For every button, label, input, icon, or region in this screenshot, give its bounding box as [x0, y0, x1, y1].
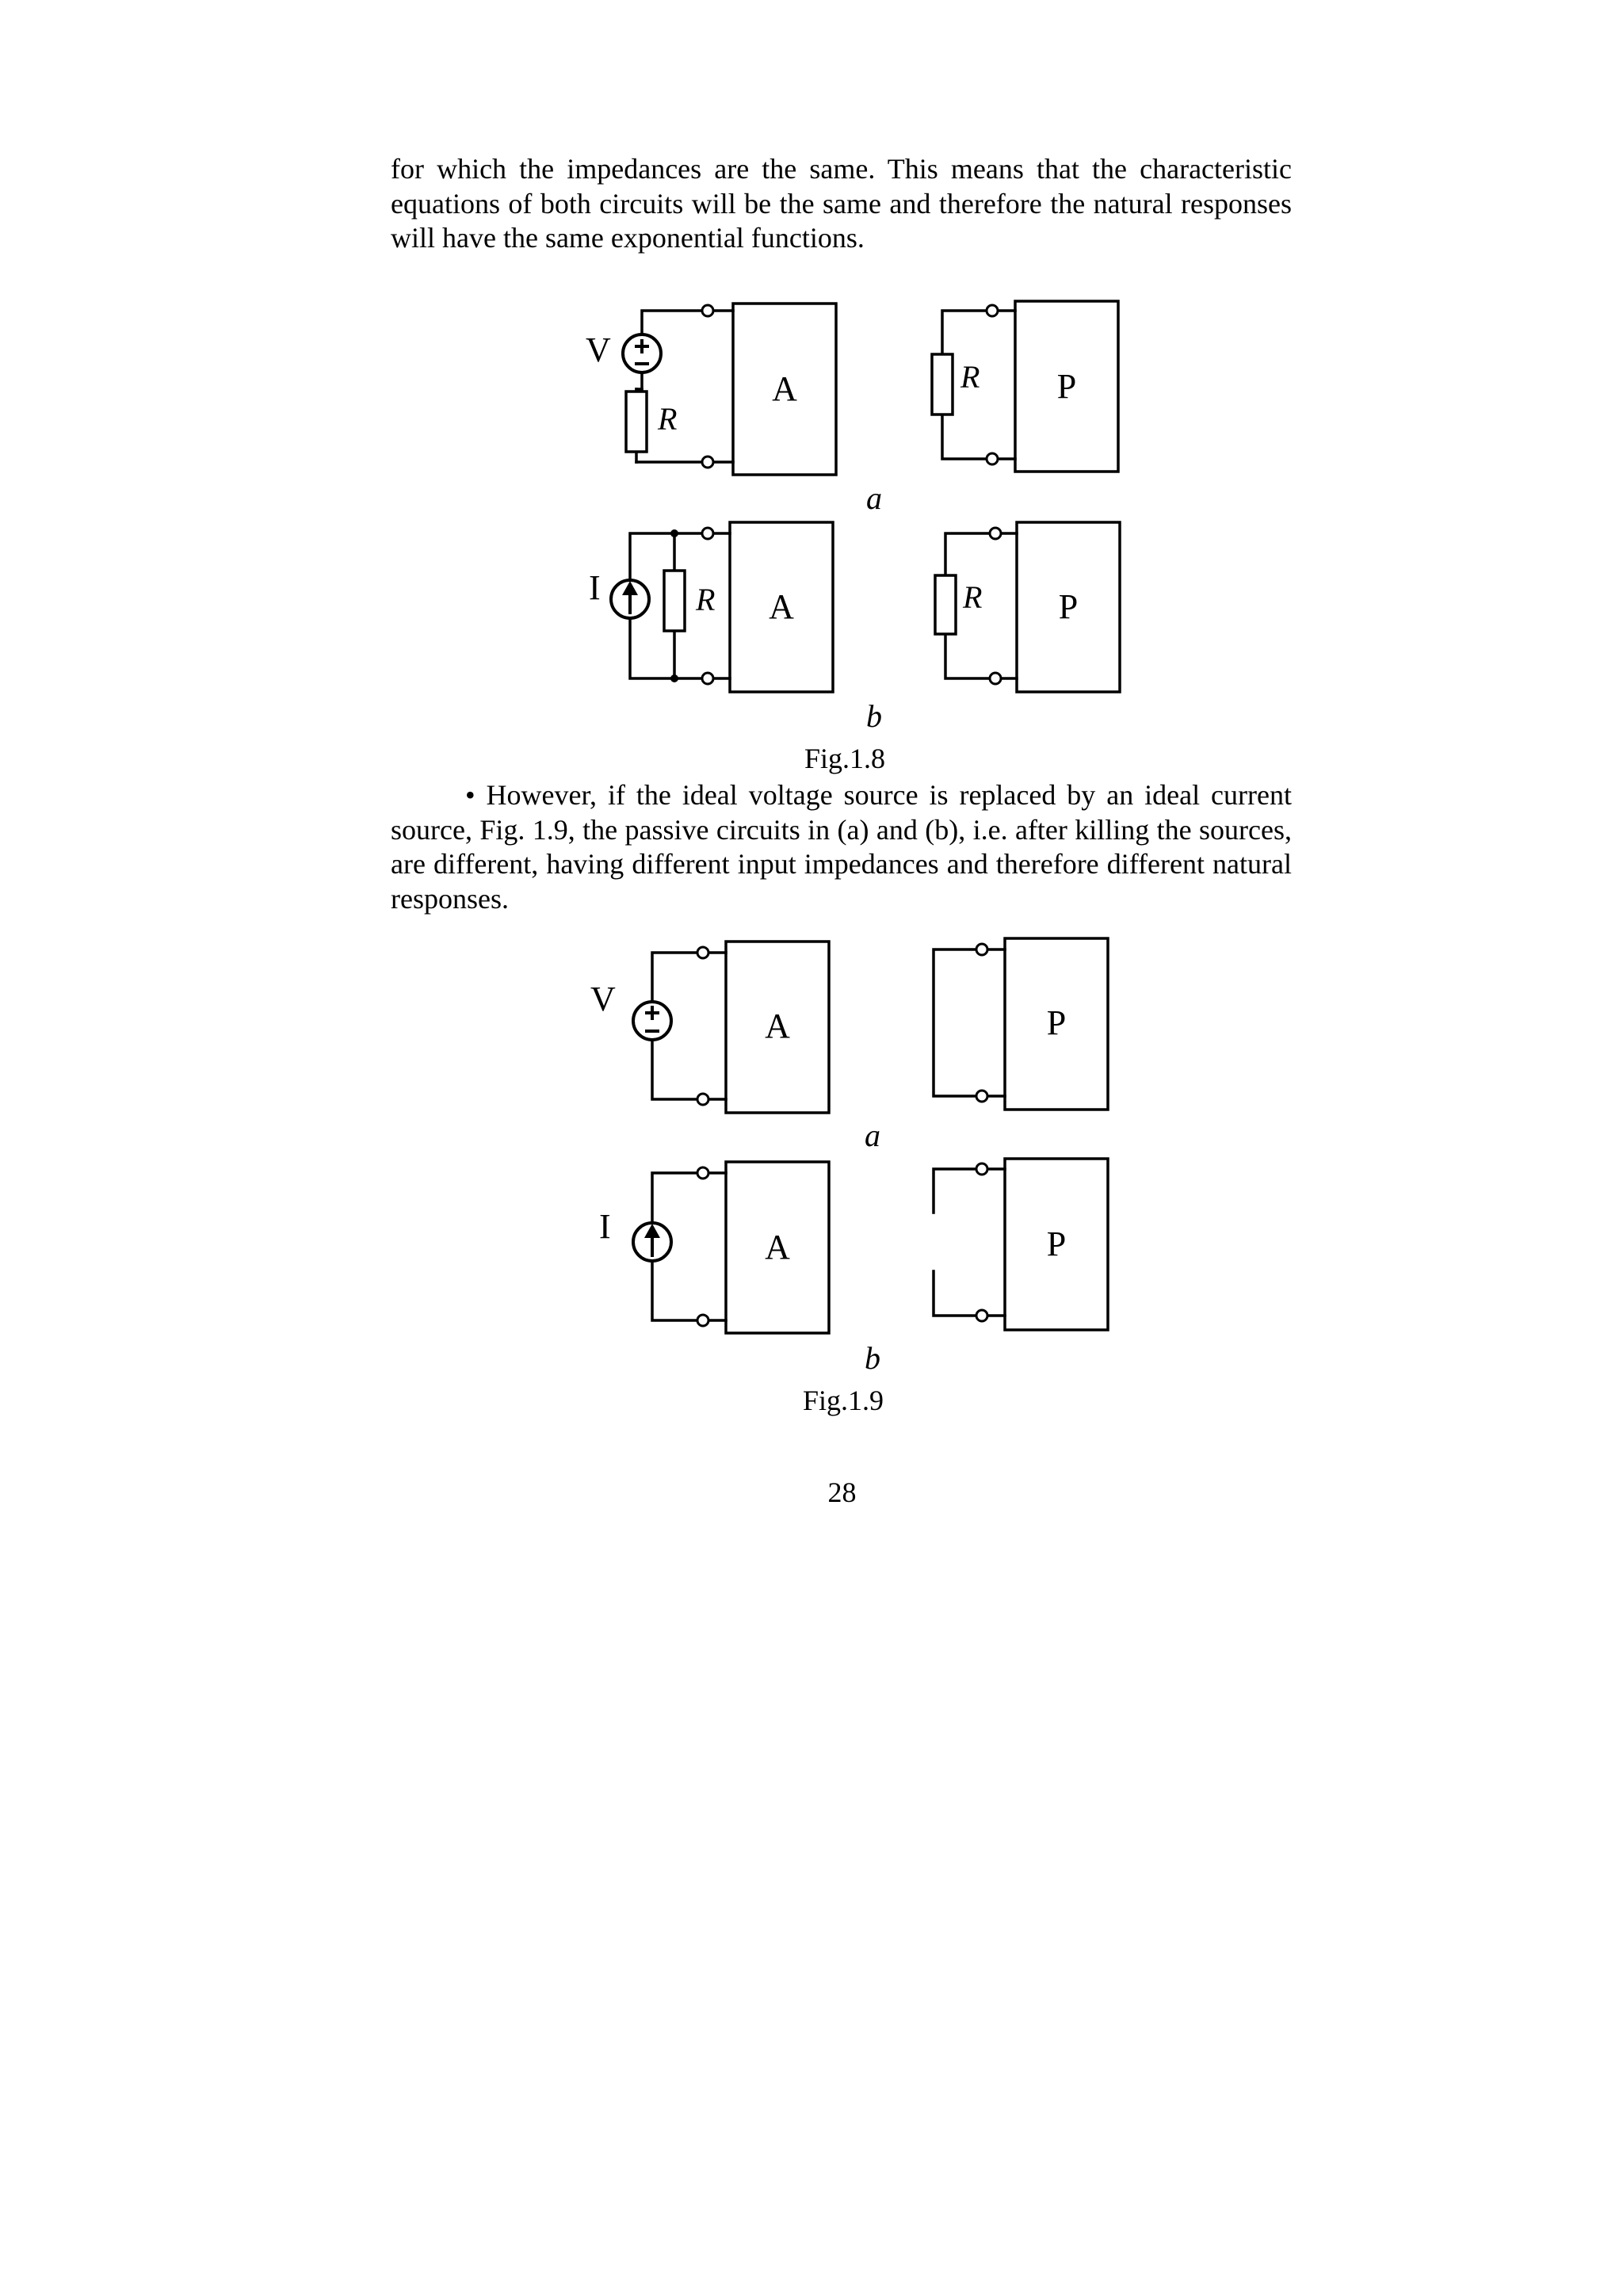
fig18a-active-circuit — [586, 304, 836, 475]
figure-caption: Fig.1.9 — [802, 1385, 884, 1416]
passive-network-label: P — [1046, 1224, 1067, 1263]
terminal-icon — [697, 947, 708, 958]
terminal-icon — [976, 1091, 987, 1102]
wire — [934, 1169, 977, 1213]
wire — [652, 1040, 698, 1099]
current-source-label: I — [589, 568, 601, 607]
wire — [934, 949, 977, 1096]
subfigure-label-b: b — [865, 1340, 880, 1376]
wire — [652, 1261, 698, 1320]
resistor-icon — [626, 392, 647, 452]
terminal-icon — [697, 1315, 708, 1326]
terminal-icon — [976, 1310, 987, 1321]
terminal-icon — [990, 673, 1001, 684]
passive-network-label: P — [1056, 367, 1077, 406]
fig19a-passive-circuit — [934, 938, 1108, 1110]
active-network-label: A — [772, 369, 797, 408]
active-network-label: A — [765, 1228, 790, 1266]
terminal-icon — [702, 305, 713, 316]
paragraph-intro: for which the impedances are the same. This means that the characteristic equations of both circuits will be the same and therefore the natural responses will have the same exponential functions. — [391, 153, 1292, 254]
terminal-icon — [697, 1094, 708, 1105]
terminal-icon — [990, 528, 1001, 539]
wire — [652, 1173, 698, 1223]
current-source-label: I — [599, 1207, 611, 1246]
figure-caption: Fig.1.8 — [804, 743, 886, 774]
resistor-icon — [664, 571, 685, 631]
fig19a-active-circuit — [590, 942, 829, 1113]
terminal-icon — [702, 528, 713, 539]
wire — [642, 311, 703, 335]
fig18b-active-circuit — [589, 522, 833, 692]
paragraph-current-source: • However, if the ideal voltage source is replaced by an ideal current source, Fig. 1.9, the passive circuits in (a) and (b), i.e. after killing the sources, are different, having different input impedances and therefore different natural responses. — [391, 779, 1292, 915]
subfigure-label-a: a — [865, 1117, 880, 1153]
resistor-icon — [935, 575, 956, 634]
voltage-source-label: V — [586, 330, 611, 369]
page-number: 28 — [827, 1477, 857, 1508]
fig19b-active-circuit — [599, 1162, 829, 1333]
fig18a-passive-circuit — [932, 301, 1118, 472]
terminal-icon — [697, 1167, 708, 1179]
subfigure-label-a: a — [866, 480, 882, 516]
wire — [945, 533, 991, 575]
passive-network-label: P — [1046, 1003, 1067, 1042]
wire — [942, 311, 987, 354]
junction-dot — [670, 529, 678, 537]
junction-dot — [670, 674, 678, 682]
passive-network-label: P — [1058, 587, 1079, 626]
wire — [942, 415, 987, 459]
terminal-icon — [976, 1163, 987, 1175]
terminal-icon — [987, 453, 998, 464]
voltage-source-label: V — [590, 980, 616, 1018]
fig18b-passive-circuit — [935, 522, 1120, 692]
active-network-label: A — [765, 1007, 790, 1045]
subfigure-label-b: b — [866, 698, 882, 734]
resistor-label: R — [658, 401, 678, 437]
wire — [945, 634, 991, 678]
terminal-icon — [702, 457, 713, 468]
resistor-label: R — [963, 579, 983, 615]
active-network-label: A — [769, 587, 794, 626]
resistor-label: R — [960, 359, 980, 395]
terminal-icon — [702, 673, 713, 684]
resistor-icon — [932, 354, 953, 415]
terminal-icon — [987, 305, 998, 316]
wire — [652, 953, 698, 1002]
wire — [934, 1271, 977, 1316]
fig19b-passive-circuit — [934, 1159, 1108, 1330]
resistor-label: R — [696, 582, 716, 617]
terminal-icon — [976, 944, 987, 955]
